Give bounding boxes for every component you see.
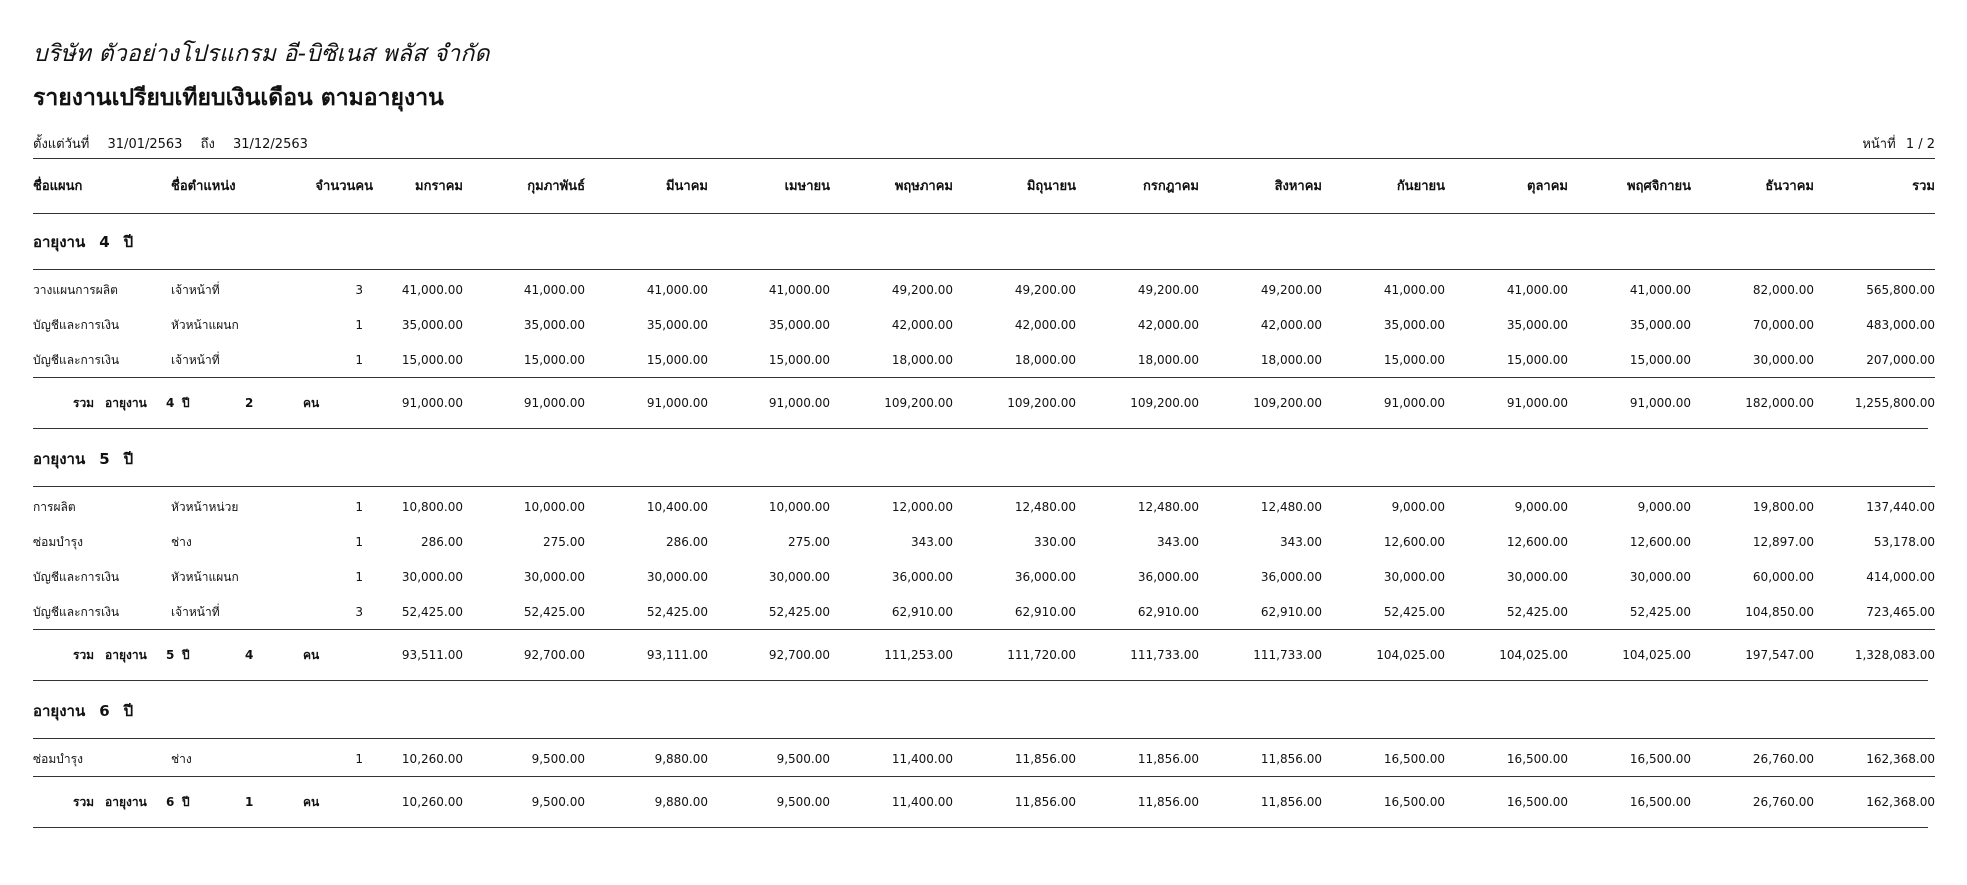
row-value-6: 12,480.00	[1137, 500, 1199, 514]
subtotal-value-0: 91,000.00	[401, 396, 463, 410]
row-count: 1	[355, 570, 363, 584]
header-month-3: เมษายน	[784, 179, 830, 194]
row-value-5: 49,200.00	[1014, 283, 1076, 297]
header-month-5: มิถุนายน	[1026, 179, 1076, 194]
subtotal-row	[33, 386, 1935, 420]
subtotal-value-12: 1,255,800.00	[1854, 396, 1935, 410]
row-value-9: 52,425.00	[1506, 605, 1568, 619]
row-value-0: 30,000.00	[401, 570, 463, 584]
subtotal-value-10: 91,000.00	[1629, 396, 1691, 410]
row-value-10: 16,500.00	[1629, 752, 1691, 766]
row-value-10: 9,000.00	[1637, 500, 1691, 514]
page-number	[1856, 133, 1935, 154]
subtotal-value-3: 91,000.00	[768, 396, 830, 410]
subtotal-value-1: 92,700.00	[523, 648, 585, 662]
row-dept: บัญชีและการเงิน	[33, 353, 120, 367]
subtotal-count-unit: คน	[303, 396, 320, 410]
subtotal-value-8: 91,000.00	[1383, 396, 1445, 410]
row-value-12: 137,440.00	[1866, 500, 1935, 514]
subtotal-row	[33, 638, 1935, 672]
subtotal-label: รวม	[73, 795, 95, 809]
group-unit: ปี	[123, 233, 134, 251]
row-position: หัวหน้าแผนก	[171, 318, 239, 332]
group-label: อายุงาน	[33, 702, 86, 720]
row-value-5: 42,000.00	[1014, 318, 1076, 332]
row-value-5: 12,480.00	[1014, 500, 1076, 514]
row-value-11: 26,760.00	[1752, 752, 1814, 766]
group-years: 4	[99, 233, 110, 251]
divider-line	[33, 428, 1928, 429]
header-count: จำนวนคน	[315, 179, 373, 194]
group-years: 6	[99, 702, 110, 720]
row-value-11: 60,000.00	[1752, 570, 1814, 584]
row-value-11: 104,850.00	[1745, 605, 1814, 619]
divider-line	[33, 269, 1935, 270]
row-value-3: 10,000.00	[768, 500, 830, 514]
subtotal-unit: ปี	[182, 648, 190, 662]
row-dept: บัญชีและการเงิน	[33, 318, 120, 332]
table-header-row	[33, 170, 1935, 204]
subtotal-value-11: 182,000.00	[1745, 396, 1814, 410]
row-value-2: 10,400.00	[646, 500, 708, 514]
row-value-8: 52,425.00	[1383, 605, 1445, 619]
row-value-2: 9,880.00	[654, 752, 708, 766]
group-years: 5	[99, 450, 110, 468]
subtotal-value-4: 109,200.00	[884, 396, 953, 410]
subtotal-years: 5	[166, 648, 175, 662]
row-value-4: 49,200.00	[891, 283, 953, 297]
divider-line	[33, 213, 1935, 214]
row-count: 1	[355, 500, 363, 514]
row-value-0: 52,425.00	[401, 605, 463, 619]
divider-line	[33, 377, 1935, 378]
row-value-8: 41,000.00	[1383, 283, 1445, 297]
row-dept: บัญชีและการเงิน	[33, 605, 120, 619]
header-month-8: กันยายน	[1396, 179, 1445, 194]
divider-line	[33, 776, 1935, 777]
subtotal-value-11: 26,760.00	[1752, 795, 1814, 809]
table-row	[33, 560, 1935, 594]
row-value-5: 36,000.00	[1014, 570, 1076, 584]
row-count: 3	[355, 605, 363, 619]
row-value-3: 275.00	[788, 535, 830, 549]
row-value-5: 11,856.00	[1014, 752, 1076, 766]
table-row	[33, 308, 1935, 342]
subtotal-value-5: 109,200.00	[1007, 396, 1076, 410]
row-value-7: 12,480.00	[1260, 500, 1322, 514]
subtotal-value-0: 10,260.00	[401, 795, 463, 809]
page-label: หน้าที่	[1862, 137, 1896, 152]
row-value-6: 49,200.00	[1137, 283, 1199, 297]
row-value-1: 10,000.00	[523, 500, 585, 514]
subtotal-value-9: 91,000.00	[1506, 396, 1568, 410]
group-header	[33, 694, 147, 728]
header-month-7: สิงหาคม	[1274, 179, 1322, 194]
row-value-3: 41,000.00	[768, 283, 830, 297]
group-unit: ปี	[123, 450, 134, 468]
row-value-8: 30,000.00	[1383, 570, 1445, 584]
row-position: หัวหน้าแผนก	[171, 570, 239, 584]
row-value-8: 15,000.00	[1383, 353, 1445, 367]
subtotal-value-2: 91,000.00	[646, 396, 708, 410]
row-value-2: 52,425.00	[646, 605, 708, 619]
row-value-0: 41,000.00	[401, 283, 463, 297]
subtotal-value-4: 111,253.00	[884, 648, 953, 662]
period-to-label: ถึง	[200, 137, 215, 152]
subtotal-label: รวม	[73, 648, 95, 662]
subtotal-count-unit: คน	[303, 648, 320, 662]
subtotal-value-10: 104,025.00	[1622, 648, 1691, 662]
row-value-6: 11,856.00	[1137, 752, 1199, 766]
group-label: อายุงาน	[33, 233, 86, 251]
row-value-2: 35,000.00	[646, 318, 708, 332]
row-value-12: 414,000.00	[1866, 570, 1935, 584]
row-value-10: 41,000.00	[1629, 283, 1691, 297]
row-value-9: 30,000.00	[1506, 570, 1568, 584]
row-value-10: 30,000.00	[1629, 570, 1691, 584]
row-value-9: 16,500.00	[1506, 752, 1568, 766]
table-row	[33, 525, 1935, 559]
header-month-0: มกราคม	[415, 179, 463, 194]
subtotal-value-7: 11,856.00	[1260, 795, 1322, 809]
row-value-1: 30,000.00	[523, 570, 585, 584]
row-value-12: 483,000.00	[1866, 318, 1935, 332]
row-value-6: 343.00	[1157, 535, 1199, 549]
row-position: เจ้าหน้าที่	[171, 353, 220, 367]
row-dept: บัญชีและการเงิน	[33, 570, 120, 584]
subtotal-value-4: 11,400.00	[891, 795, 953, 809]
subtotal-value-8: 16,500.00	[1383, 795, 1445, 809]
row-value-2: 15,000.00	[646, 353, 708, 367]
row-value-7: 62,910.00	[1260, 605, 1322, 619]
subtotal-value-5: 11,856.00	[1014, 795, 1076, 809]
subtotal-value-1: 9,500.00	[531, 795, 585, 809]
report-title: รายงานเปรียบเทียบเงินเดือน ตามอายุงาน	[33, 85, 444, 111]
row-value-2: 30,000.00	[646, 570, 708, 584]
subtotal-row	[33, 785, 1935, 819]
header-month-4: พฤษภาคม	[894, 179, 953, 194]
row-value-5: 18,000.00	[1014, 353, 1076, 367]
row-position: เจ้าหน้าที่	[171, 283, 220, 297]
subtotal-count-unit: คน	[303, 795, 320, 809]
row-value-7: 343.00	[1280, 535, 1322, 549]
row-value-2: 286.00	[666, 535, 708, 549]
row-value-7: 42,000.00	[1260, 318, 1322, 332]
table-row	[33, 595, 1935, 629]
table-row	[33, 273, 1935, 307]
row-value-8: 35,000.00	[1383, 318, 1445, 332]
row-value-7: 49,200.00	[1260, 283, 1322, 297]
subtotal-value-10: 16,500.00	[1629, 795, 1691, 809]
row-value-12: 162,368.00	[1866, 752, 1935, 766]
header-month-12: รวม	[1912, 179, 1935, 194]
row-value-0: 286.00	[421, 535, 463, 549]
header-month-9: ตุลาคม	[1527, 179, 1568, 194]
row-value-11: 70,000.00	[1752, 318, 1814, 332]
row-value-6: 42,000.00	[1137, 318, 1199, 332]
divider-line	[33, 827, 1928, 828]
row-value-11: 12,897.00	[1752, 535, 1814, 549]
group-unit: ปี	[123, 702, 134, 720]
row-value-9: 41,000.00	[1506, 283, 1568, 297]
subtotal-label2: อายุงาน	[105, 648, 147, 662]
subtotal-value-12: 162,368.00	[1866, 795, 1935, 809]
divider-line	[33, 486, 1935, 487]
subtotal-years: 6	[166, 795, 175, 809]
row-dept: ซ่อมบำรุง	[33, 752, 83, 766]
subtotal-count: 2	[245, 396, 254, 410]
row-value-6: 18,000.00	[1137, 353, 1199, 367]
subtotal-value-1: 91,000.00	[523, 396, 585, 410]
header-month-1: กุมภาพันธ์	[527, 179, 585, 194]
subtotal-value-8: 104,025.00	[1376, 648, 1445, 662]
row-value-9: 15,000.00	[1506, 353, 1568, 367]
header-dept: ชื่อแผนก	[33, 179, 83, 194]
row-count: 1	[355, 752, 363, 766]
row-value-8: 12,600.00	[1383, 535, 1445, 549]
company-name: บริษัท ตัวอย่างโปรแกรม อี-บิซิเนส พลัส จำกัด	[33, 41, 490, 67]
row-value-8: 16,500.00	[1383, 752, 1445, 766]
row-value-9: 12,600.00	[1506, 535, 1568, 549]
subtotal-value-6: 109,200.00	[1130, 396, 1199, 410]
row-value-11: 82,000.00	[1752, 283, 1814, 297]
row-value-1: 41,000.00	[523, 283, 585, 297]
subtotal-count: 4	[245, 648, 254, 662]
subtotal-value-12: 1,328,083.00	[1854, 648, 1935, 662]
subtotal-value-0: 93,511.00	[401, 648, 463, 662]
period-from-date: 31/01/2563	[107, 137, 183, 152]
page-value: 1 / 2	[1905, 137, 1935, 152]
row-value-3: 9,500.00	[776, 752, 830, 766]
row-position: เจ้าหน้าที่	[171, 605, 220, 619]
row-value-7: 18,000.00	[1260, 353, 1322, 367]
header-month-6: กรกฎาคม	[1142, 179, 1199, 194]
row-value-4: 12,000.00	[891, 500, 953, 514]
table-row	[33, 343, 1935, 377]
subtotal-value-2: 93,111.00	[646, 648, 708, 662]
subtotal-label2: อายุงาน	[105, 795, 147, 809]
subtotal-value-3: 92,700.00	[768, 648, 830, 662]
subtotal-value-7: 109,200.00	[1253, 396, 1322, 410]
row-value-4: 62,910.00	[891, 605, 953, 619]
row-value-3: 30,000.00	[768, 570, 830, 584]
subtotal-value-11: 197,547.00	[1745, 648, 1814, 662]
subtotal-count: 1	[245, 795, 254, 809]
header-month-2: มีนาคม	[665, 179, 708, 194]
row-dept: วางแผนการผลิต	[33, 283, 118, 297]
subtotal-value-3: 9,500.00	[776, 795, 830, 809]
group-label: อายุงาน	[33, 450, 86, 468]
period-from-label: ตั้งแต่วันที่	[33, 137, 90, 152]
subtotal-value-9: 104,025.00	[1499, 648, 1568, 662]
row-count: 1	[355, 535, 363, 549]
row-value-12: 565,800.00	[1866, 283, 1935, 297]
subtotal-unit: ปี	[182, 795, 190, 809]
row-value-1: 275.00	[543, 535, 585, 549]
row-value-12: 53,178.00	[1873, 535, 1935, 549]
subtotal-value-6: 11,856.00	[1137, 795, 1199, 809]
row-value-6: 62,910.00	[1137, 605, 1199, 619]
row-count: 3	[355, 283, 363, 297]
subtotal-value-7: 111,733.00	[1253, 648, 1322, 662]
row-value-1: 52,425.00	[523, 605, 585, 619]
row-value-6: 36,000.00	[1137, 570, 1199, 584]
period-to-date: 31/12/2563	[232, 137, 308, 152]
header-position: ชื่อตำแหน่ง	[171, 179, 236, 194]
row-value-8: 9,000.00	[1391, 500, 1445, 514]
row-count: 1	[355, 353, 363, 367]
row-value-0: 10,800.00	[401, 500, 463, 514]
divider-line	[33, 680, 1928, 681]
row-value-11: 19,800.00	[1752, 500, 1814, 514]
row-position: ช่าง	[171, 752, 192, 766]
subtotal-value-9: 16,500.00	[1506, 795, 1568, 809]
row-value-12: 207,000.00	[1866, 353, 1935, 367]
row-value-10: 52,425.00	[1629, 605, 1691, 619]
table-row	[33, 742, 1935, 776]
row-value-3: 35,000.00	[768, 318, 830, 332]
divider-line	[33, 629, 1935, 630]
row-value-1: 35,000.00	[523, 318, 585, 332]
subtotal-label: รวม	[73, 396, 95, 410]
header-month-11: ธันวาคม	[1765, 179, 1814, 194]
row-count: 1	[355, 318, 363, 332]
subtotal-value-6: 111,733.00	[1130, 648, 1199, 662]
row-value-12: 723,465.00	[1866, 605, 1935, 619]
row-value-5: 62,910.00	[1014, 605, 1076, 619]
subtotal-label2: อายุงาน	[105, 396, 147, 410]
row-value-4: 36,000.00	[891, 570, 953, 584]
row-value-3: 15,000.00	[768, 353, 830, 367]
row-value-2: 41,000.00	[646, 283, 708, 297]
table-row	[33, 490, 1935, 524]
row-value-4: 18,000.00	[891, 353, 953, 367]
subtotal-value-5: 111,720.00	[1007, 648, 1076, 662]
row-value-9: 35,000.00	[1506, 318, 1568, 332]
row-value-9: 9,000.00	[1514, 500, 1568, 514]
row-value-5: 330.00	[1034, 535, 1076, 549]
row-value-1: 15,000.00	[523, 353, 585, 367]
report-period	[33, 133, 322, 154]
row-value-10: 35,000.00	[1629, 318, 1691, 332]
row-position: ช่าง	[171, 535, 192, 549]
row-value-0: 10,260.00	[401, 752, 463, 766]
row-dept: ซ่อมบำรุง	[33, 535, 83, 549]
group-header	[33, 225, 147, 259]
row-value-0: 15,000.00	[401, 353, 463, 367]
row-position: หัวหน้าหน่วย	[171, 500, 239, 514]
subtotal-years: 4	[166, 396, 175, 410]
row-dept: การผลิต	[33, 500, 76, 514]
row-value-3: 52,425.00	[768, 605, 830, 619]
divider-line	[33, 738, 1935, 739]
row-value-4: 11,400.00	[891, 752, 953, 766]
row-value-10: 15,000.00	[1629, 353, 1691, 367]
divider-line	[33, 158, 1935, 159]
subtotal-unit: ปี	[182, 396, 190, 410]
report-page	[33, 0, 1935, 885]
row-value-4: 42,000.00	[891, 318, 953, 332]
row-value-11: 30,000.00	[1752, 353, 1814, 367]
row-value-10: 12,600.00	[1629, 535, 1691, 549]
header-month-10: พฤศจิกายน	[1627, 179, 1691, 194]
group-header	[33, 442, 147, 476]
row-value-0: 35,000.00	[401, 318, 463, 332]
row-value-1: 9,500.00	[531, 752, 585, 766]
row-value-4: 343.00	[911, 535, 953, 549]
row-value-7: 36,000.00	[1260, 570, 1322, 584]
row-value-7: 11,856.00	[1260, 752, 1322, 766]
subtotal-value-2: 9,880.00	[654, 795, 708, 809]
